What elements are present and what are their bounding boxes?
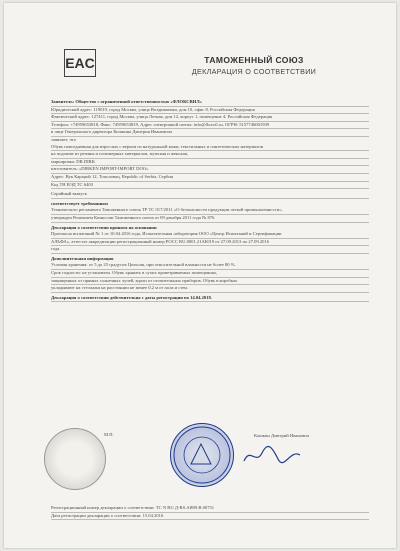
tn-ved-line: Код ТН ВЭД ТС 6403 (51, 182, 369, 190)
marking-line: маркировка: DR.DIRK (51, 159, 369, 167)
manufacturer-line: изготовитель: «DIRKEN IMPORT-IMPORT DOO» (51, 166, 369, 174)
representative-line: в лице Генерального директора Кошкина Дмитрия Ивановича (51, 129, 369, 137)
registration-date-line: Дата регистрации декларации о соответствии: 15.04.2016 (51, 513, 369, 521)
additional-info-line-2: Срок годности: не установлен. Обувь хранить в сухих проветриваемых помещениях, (51, 270, 369, 278)
blue-seal-stamp (170, 423, 234, 487)
signatory-name: Кошкин Дмитрий Иванович (254, 433, 310, 438)
manufacturer-address-line: Адрес: Вук Караџић 12, Тополовац, Republic of Serbia, Сербия (51, 174, 369, 182)
product-line-1: Обувь повседневная для взрослых с верхом из натуральной кожи, текстильных и синтетических материалов (51, 144, 369, 152)
document-header (154, 55, 354, 76)
regulation-line-2: утвержден Решением Комиссии Таможенного союза от 09 декабря 2011 года № 876 (51, 215, 369, 223)
declaration-page (4, 3, 396, 548)
protocol-line-2: АЛЬФА», аттестат аккредитации регистрационный номер РОСС RU.0001.21АЮ19 от 27.09.2013 по 27.09.2016 (51, 239, 369, 247)
additional-info-line-1: Условия хранения: от 5 до 25 градусов Цельсия, при относительной влажности не более 80 %. (51, 262, 369, 270)
signature-area (44, 423, 364, 513)
product-line-2: на подошве из резины и полимерных материалов, мужская и женская, (51, 151, 369, 159)
registration-footer (51, 505, 369, 520)
declaration-title: ДЕКЛАРАЦИЯ О СООТВЕТСТВИИ (191, 67, 317, 76)
actual-address-line: Фактический адрес: 127411, город Москва, улица Летная, дом 12, корпус 1, помещение 4, Российская Федерация (51, 114, 369, 122)
contacts-line: Телефон: +74959653818, Факс: 74959653819, Адрес электронной почты: info@floxvil.ru, ОГРН: 5157746001939 (51, 122, 369, 130)
legal-address-line: Юридический адрес: 119019, город Москва, улица Воздвиженка, дом 10, офис 8, Российская Федерация (51, 107, 369, 115)
protocol-line-1: Протокола испытаний № 1 от 10.04.2016 года, Испытательная лаборатория ООО «Центр Испытаний и Сертификации (51, 231, 369, 239)
additional-info-line-3: защищенных от прямых солнечных лучей, вдали от отопительных приборов. Обувь в коробках (51, 278, 369, 286)
declares-line: заявляет, что (51, 136, 77, 142)
signature-scribble-icon (242, 443, 302, 467)
conforms-heading: соответствует требованиям (51, 200, 108, 206)
additional-info-line-4: укладывают на стеллажи на расстоянии не менее 0,2 м от пола и стен. (51, 285, 369, 293)
regulation-line-1: Технического регламента Таможенного союза ТР ТС 017/2011 «О безопасности продукции легкой промышленности», (51, 207, 369, 215)
applicant-line: Заявитель: Общество с ограниченной ответственностью «ФЛОКСВИЛ» (51, 99, 369, 107)
serial-line: Серийный выпуск (51, 191, 369, 199)
mp-label: М.П. (104, 432, 114, 437)
protocol-line-3: года. (51, 246, 369, 254)
declaration-body (51, 99, 369, 302)
applicant-seal-stamp (44, 428, 106, 490)
validity-line: Декларация о соответствии действительна с даты регистрации по 14.04.2018. (51, 295, 369, 303)
basis-heading: Декларация о соответствии принята на основании (51, 224, 157, 230)
eac-logo-text: EAC (65, 55, 95, 71)
blue-seal-icon (171, 424, 233, 486)
eac-logo (64, 49, 96, 77)
registration-number-line: Регистрационный номер декларации о соответствии: ТС N RU Д-RS.АЯ09.В.00751 (51, 505, 369, 513)
union-title: ТАМОЖЕННЫЙ СОЮЗ (204, 55, 304, 65)
additional-info-heading: Дополнительная информация (51, 255, 114, 261)
